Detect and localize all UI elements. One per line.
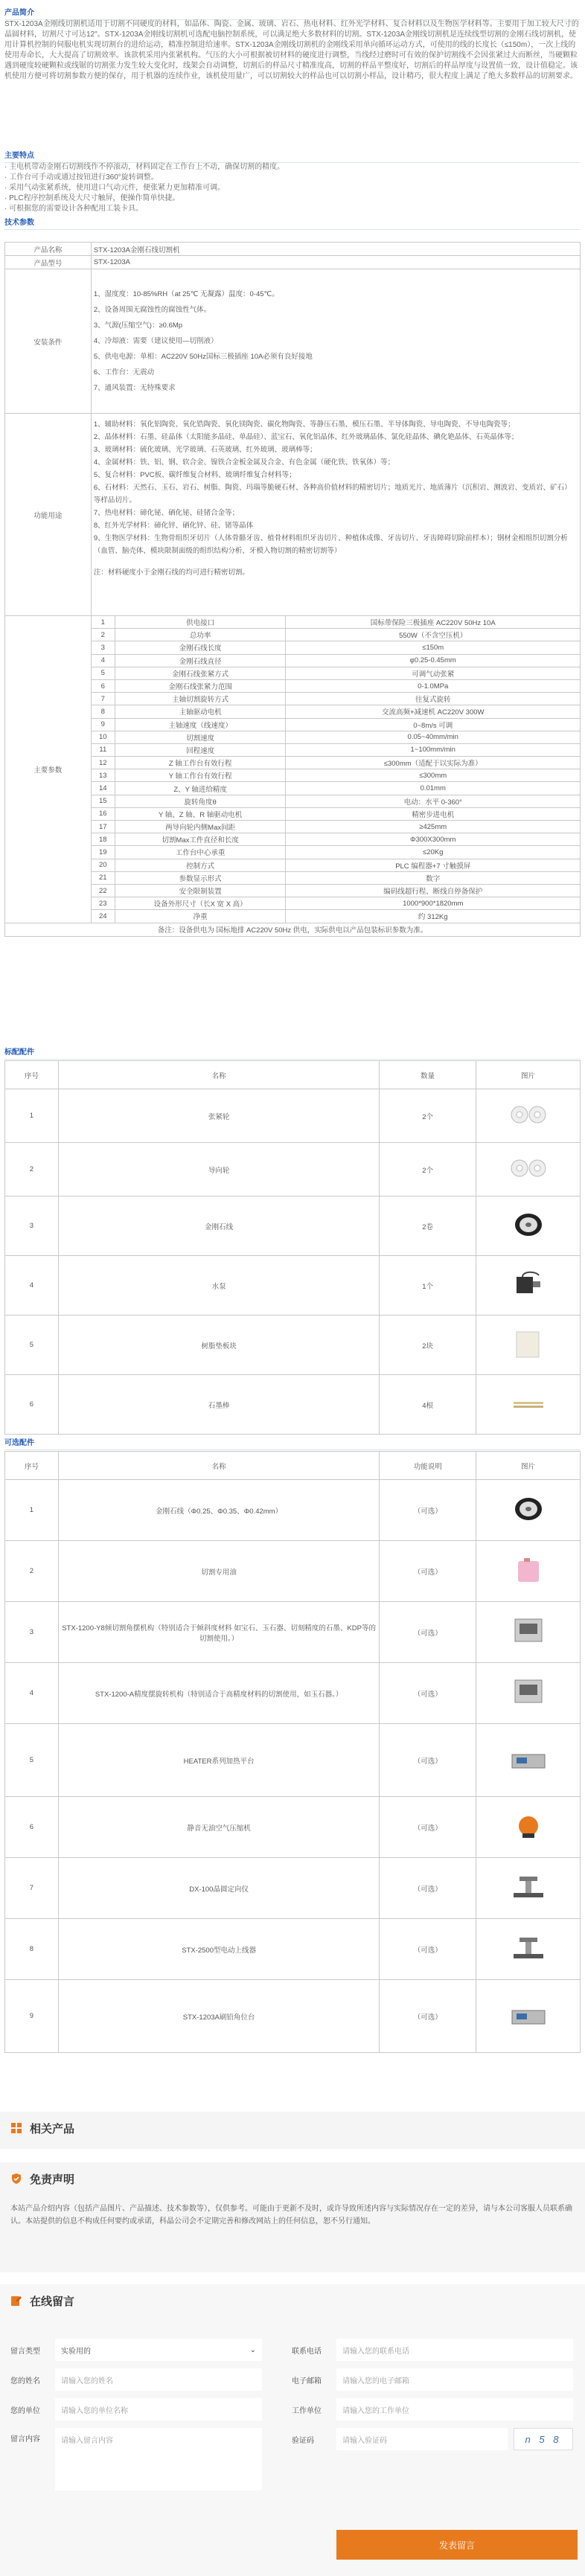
table-row: 6 静音无油空气压缩机 （可选） bbox=[5, 1797, 581, 1858]
table-row: 12 Z 轴工作台有效行程 ≤300mm（适配于以实际为准） bbox=[5, 757, 581, 769]
table-row: 7 主轴切割旋转方式 往复式旋转 bbox=[5, 693, 581, 705]
contact-row bbox=[292, 2339, 573, 2361]
table-row: 2 切割专用油 （可选） bbox=[5, 1541, 581, 1602]
chevron-down-icon: ⌄ bbox=[249, 2345, 256, 2354]
table-row: 5 树脂垫板块 2块 bbox=[5, 1316, 581, 1375]
table-row: 1 金刚石线（Φ0.25、Φ0.35、Φ0.42mm） （可选） bbox=[5, 1480, 581, 1541]
product-image bbox=[476, 1541, 581, 1602]
table-row: 6 金刚石线张紧力范围 0-1.0MPa bbox=[5, 679, 581, 692]
table-row: 18 切割Max工件直径和长度 Φ300X300mm bbox=[5, 833, 581, 846]
func-cell: 1、辅助材料：氧化铝陶瓷、氧化锆陶瓷、氧化镁陶瓷、碳化物陶瓷、等静压石墨、模压石墨、半导体陶瓷、导电陶瓷、不导电陶瓷等； 2、晶体材料：石墨、硅晶体（太阳能多晶硅、单晶硅）、蓝宝石、氧化铝晶体、红外玻璃晶体、氯化硅晶体、碘化铯晶体、石英晶体等； 3、玻璃材料：硫化玻璃、光学玻璃、石英玻璃、红外玻璃、玻璃棒等； 4、金属材料：铁、铝、钢、软合金、镍铁合金板金属及合金、有色金属（硬化铁、铁氧体）等； 5、复合材料：PVC板、碳纤维复合材料、玻璃纤维复合材料等； 6、石材料：天然石、玉石、岩石、树脂、陶瓷、玛瑙等脆硬石材、各种高价值材料的精密切片；地质光片、地质薄片（沉积岩、测波岩、变质岩、矿石）等样品切片。 7、热电材料：碲化铋、硒化铋、硅锗合金等； 8、红外光学材料：碲化锌、硒化锌、硅、锗等晶体 9、生物医学材料：生物骨组织牙切片（人体骨骼牙齿、植骨材料组织牙齿切片、种植体成像、牙齿切片、牙齿障碍切除前样本）；钢材金相组织切割分析（血管、脑壳体、模块限制面级的组织结构分析、牙模入物切割的精密切割等） 注：材料硬度小于金刚石线的均可进行精密切割。 bbox=[91, 414, 580, 616]
company-row bbox=[10, 2398, 262, 2420]
contact-input[interactable]: 请输入您的联系电话 bbox=[336, 2339, 573, 2361]
table-row: 8 主轴驱动电机 交流高频+减速机 AC220V 300W bbox=[5, 705, 581, 718]
name-input[interactable]: 请输入您的姓名 bbox=[55, 2368, 262, 2391]
table-row: 24 净重 约 312Kg bbox=[5, 910, 581, 923]
table-row: 2 导向轮 2个 bbox=[5, 1143, 581, 1196]
table-row: 21 参数显示形式 数字 bbox=[5, 871, 581, 884]
table-row: 产品名称 STX-1203A金刚石线切割机 bbox=[5, 243, 581, 256]
optional-title: 可选配件 bbox=[4, 1436, 581, 1450]
table-row: 序号 名称 功能说明 图片 bbox=[5, 1452, 581, 1480]
table-row: 3 STX-1200-Y8倾切割角摆机构（特别适合于倾斜度材料 如宝石、玉石器、切刻精度的石墨、KDP等的切割使用。） （可选） bbox=[5, 1602, 581, 1663]
table-row: 19 工作台中心承重 ≤20Kg bbox=[5, 846, 581, 859]
table-row: 5 HEATER系列加热平台 （可选） bbox=[5, 1724, 581, 1797]
product-image bbox=[476, 1256, 581, 1316]
table-row: 9 STX-1203A刷铅角位台 （可选） bbox=[5, 1980, 581, 2053]
product-image bbox=[476, 1316, 581, 1375]
table-row: 备注：设备供电为 国标地排 AC220V 50Hz 供电，实际供电以产品包装标识参数为准。 bbox=[5, 923, 581, 936]
job-label: 工作单位 bbox=[292, 2406, 322, 2415]
shield-icon bbox=[10, 2173, 22, 2185]
company-label: 您的单位 bbox=[10, 2406, 40, 2415]
content-row bbox=[10, 2428, 262, 2490]
product-image bbox=[476, 1980, 581, 2053]
disclaimer-card bbox=[0, 2162, 585, 2272]
disclaimer-title: 免责声明 bbox=[30, 2173, 75, 2186]
contact-label: 联系电话 bbox=[292, 2347, 322, 2356]
product-image bbox=[476, 1919, 581, 1980]
table-row: 5 金刚石线张紧方式 可调气动张紧 bbox=[5, 667, 581, 679]
feature-item: · 主电机带动金刚石切割线作不停滚动，材料固定在工作台上不动，确保切割的精度。 bbox=[4, 163, 285, 171]
table-row: 13 Y 轴工作台有效行程 ≤300mm bbox=[5, 769, 581, 782]
table-row: 6 石墨棒 4根 bbox=[5, 1375, 581, 1435]
table-row: 主要参数 1 供电接口 国标带保险三极插座 AC220V 50Hz 10A bbox=[5, 616, 581, 629]
name-row bbox=[10, 2368, 262, 2391]
table-row: 安装条件 1、湿度度：10-85%RH（at 25℃ 无凝露）温度：0-45℃。 2、设备周围无腐蚀性的腐蚀性气体。 3、气源(压缩空气)：≥0.6Mp 4、冷却液：需要（建议使用—切削液） 5、供电电源：单相：AC220V 50Hz国标三极插座 10A必须有良好接地 6、工作台：无震动 7、通风装置：无特殊要求 bbox=[5, 269, 581, 414]
type-select[interactable] bbox=[55, 2339, 262, 2361]
table-row: 22 安全限制装置 编码线超行程、断线自停备保护 bbox=[5, 884, 581, 897]
related-card bbox=[0, 2112, 585, 2149]
message-title: 在线留言 bbox=[30, 2295, 75, 2308]
product-image bbox=[476, 1602, 581, 1663]
standard-title: 标配配件 bbox=[4, 1045, 581, 1060]
disclaimer-text: 本站产品介绍内容（包括产品图片、产品描述、技术参数等），仅供参考。可能由于更新不及时，或许导致所述内容与实际情况存在一定的差异，请与本公司客服人员联系确认。本站提供的信息不构成任何要约或承诺，科晶公司会不定期完善和修改网站上的任何信息，恕不另行通知。 bbox=[10, 2205, 572, 2226]
table-row: 10 切割速度 0.05~40mm/min bbox=[5, 731, 581, 743]
product-image bbox=[476, 1143, 581, 1196]
feature-item: · 采用气动张紧系统，使用进口气动元件，便张紧力更加精准可调。 bbox=[4, 184, 226, 192]
email-label: 电子邮箱 bbox=[292, 2377, 322, 2386]
table-row: 功能用途 1、辅助材料：氧化铝陶瓷、氧化锆陶瓷、氧化镁陶瓷、碳化物陶瓷、等静压石墨、模压石墨、半导体陶瓷、导电陶瓷、不导电陶瓷等； 2、晶体材料：石墨、硅晶体（太阳能多晶硅、单晶硅）、蓝宝石、氧化铝晶体、红外玻璃晶体、氯化硅晶体、碘化铯晶体、石英晶体等； 3、玻璃材料：硫化玻璃、光学玻璃、石英玻璃、红外玻璃、玻璃棒等； 4、金属材料：铁、铝、钢、软合金、镍铁合金板金属及合金、有色金属（硬化铁、铁氧体）等； 5、复合材料：PVC板、碳纤维复合材料、玻璃纤维复合材料等； 6、石材料：天然石、玉石、岩石、树脂、陶瓷、玛瑙等脆硬石材、各种高价值材料的精密切片；地质光片、地质薄片（沉积岩、测波岩、变质岩、矿石）等样品切片。 7、热电材料：碲化铋、硒化铋、硅锗合金等； 8、红外光学材料：碲化锌、硒化锌、硅、锗等晶体 9、生物医学材料：生物骨组织牙切片（人体骨骼牙齿、植骨材料组织牙齿切片、种植体成像、牙齿切片、牙齿障碍切除前样本）；钢材金相组织切割分析（血管、脑壳体、模块限制面级的组织结构分析、牙模入物切割的精密切割等） 注：材料硬度小于金刚石线的均可进行精密切割。 bbox=[5, 414, 581, 616]
table-row: 20 控制方式 PLC 编程器+7 寸触摸屏 bbox=[5, 859, 581, 871]
features-list bbox=[4, 162, 581, 214]
standard-table bbox=[4, 1060, 581, 1435]
captcha-label: 验证码 bbox=[292, 2436, 314, 2445]
type-row bbox=[10, 2339, 262, 2361]
product-image bbox=[476, 1089, 581, 1143]
name-label: 您的姓名 bbox=[10, 2377, 40, 2386]
table-row: 14 Z、Y 轴进给精度 0.01mm bbox=[5, 782, 581, 795]
job-row bbox=[292, 2398, 573, 2420]
product-image bbox=[476, 1375, 581, 1435]
product-image bbox=[476, 1480, 581, 1541]
type-value: 实验用的 bbox=[61, 2347, 91, 2356]
grid-icon bbox=[10, 2122, 22, 2134]
feature-item: · PLC程序控制系统及大尺寸触屏，便操作简单快捷。 bbox=[4, 194, 180, 202]
optional-table bbox=[4, 1451, 581, 2053]
product-image bbox=[476, 1663, 581, 1724]
table-row: 15 旋转角度θ 电动：水平 0-360° bbox=[5, 795, 581, 807]
env-cell: 1、湿度度：10-85%RH（at 25℃ 无凝露）温度：0-45℃。 2、设备周围无腐蚀性的腐蚀性气体。 3、气源(压缩空气)：≥0.6Mp 4、冷却液：需要（建议使用—切削液） 5、供电电源：单相：AC220V 50Hz国标三极插座 10A必须有良好接地 6、工作台：无震动 7、通风装置：无特殊要求 bbox=[91, 269, 580, 414]
table-row: 8 STX-2500型电动上线器 （可选） bbox=[5, 1919, 581, 1980]
table-row: 4 STX-1200-A精度摆旋转机构（特别适合于高精度材料的切割使用，如玉石器。） （可选） bbox=[5, 1663, 581, 1724]
table-row: 17 两导向轮内侧Max间距 ≥425mm bbox=[5, 821, 581, 833]
table-row: 4 水泵 1个 bbox=[5, 1256, 581, 1316]
captcha-input[interactable]: 请输入验证码 bbox=[336, 2428, 508, 2450]
product-image bbox=[476, 1724, 581, 1797]
content-label: 留言内容 bbox=[10, 2435, 40, 2444]
email-row bbox=[292, 2368, 573, 2391]
table-row: 序号 名称 数量 图片 bbox=[5, 1061, 581, 1089]
table-row: 产品型号 STX-1203A bbox=[5, 256, 581, 269]
specs-title: 技术参数 bbox=[4, 216, 581, 230]
features-title: 主要特点 bbox=[4, 149, 581, 163]
table-row: 3 金刚石线长度 ≤150m bbox=[5, 641, 581, 654]
table-row: 7 DX-100晶圆定向仪 （可选） bbox=[5, 1858, 581, 1919]
submit-button[interactable]: 发表留言 bbox=[336, 2530, 578, 2560]
table-row: 23 设备外形尺寸（长X 宽 X 高） 1000*900*1820mm bbox=[5, 897, 581, 910]
table-row: 2 总功率 550W（不含空压机） bbox=[5, 629, 581, 641]
company-input[interactable]: 请输入您的单位名称 bbox=[55, 2398, 262, 2420]
job-input[interactable]: 请输入您的工作单位 bbox=[336, 2398, 573, 2420]
edit-icon bbox=[10, 2295, 22, 2307]
product-image bbox=[476, 1196, 581, 1256]
table-row: 11 回程速度 1~100mm/min bbox=[5, 743, 581, 756]
feature-item: · 可根据您的需要设计各种配用工装卡具。 bbox=[4, 205, 144, 213]
captcha-image[interactable]: n 5 8 bbox=[514, 2428, 573, 2450]
product-image bbox=[476, 1858, 581, 1919]
email-input[interactable]: 请输入您的电子邮箱 bbox=[336, 2368, 573, 2391]
product-image bbox=[476, 1797, 581, 1858]
intro-text: STX-1203A金刚线切割机适用于切割不同硬度的材料，如晶体、陶瓷、金属、玻璃、岩石、热电材料、红外光学材料、复合材料以及生物医学材料等。主要用于加工较大尺寸的晶圆材料，切割尺寸可达12"。STX-1203A金刚线切割机可选配电脑控制系统，可以满足绝大多数材料的切割。STX-1203A金刚线切割机是连续线型切割的金刚石线切割机，使用计算机控制的伺服电机实现切割台的进给运动，精准控制进给速率。STX-1203A金刚线切割机的金刚线采用单向循环运动方式，可使用的线的长度长（≤150m），一次上线的使用寿命长，大大提高了切割效率。该款机采用内张紧机构。气压的大小可根据被切材料的硬度进行调整，当线经过磨时可有效的保护切割线不会因张紧过大而断丝，当硬颗粒遇到硬度较硬颗粒或线锯的切割张力发生较大变化时，线架会自动调整，切割后的样品尺寸精准度高，切割的样品平整度好，切割后的样品厚度与设置值一致，设计值稳定。该机使用方便可将切割参数方便的保存，用于机器的连续作业，该机使用量广，可以切割较大的样品也可以切割小样品，设计精巧，很大程度上满足了绝大多数样品的切割要求。 bbox=[4, 20, 579, 80]
content-textarea[interactable]: 请输入留言内容 bbox=[55, 2428, 262, 2490]
table-row: 4 金刚石线直径 φ0.25-0.45mm bbox=[5, 654, 581, 667]
table-row: 3 金刚石线 2卷 bbox=[5, 1196, 581, 1256]
spec-table bbox=[4, 242, 581, 937]
captcha-row bbox=[292, 2428, 573, 2450]
related-title: 相关产品 bbox=[30, 2122, 75, 2136]
table-row: 16 Y 轴、Z 轴、R 轴驱动电机 精密步进电机 bbox=[5, 807, 581, 820]
intro-title: 产品简介 bbox=[4, 6, 581, 20]
table-row: 1 张紧轮 2个 bbox=[5, 1089, 581, 1143]
table-row: 9 主轴速度（线速度） 0~8m/s 可调 bbox=[5, 718, 581, 731]
feature-item: · 工作台可手动或通过按钮进行360°旋转调整。 bbox=[4, 173, 159, 182]
type-label: 留言类型 bbox=[10, 2347, 40, 2356]
